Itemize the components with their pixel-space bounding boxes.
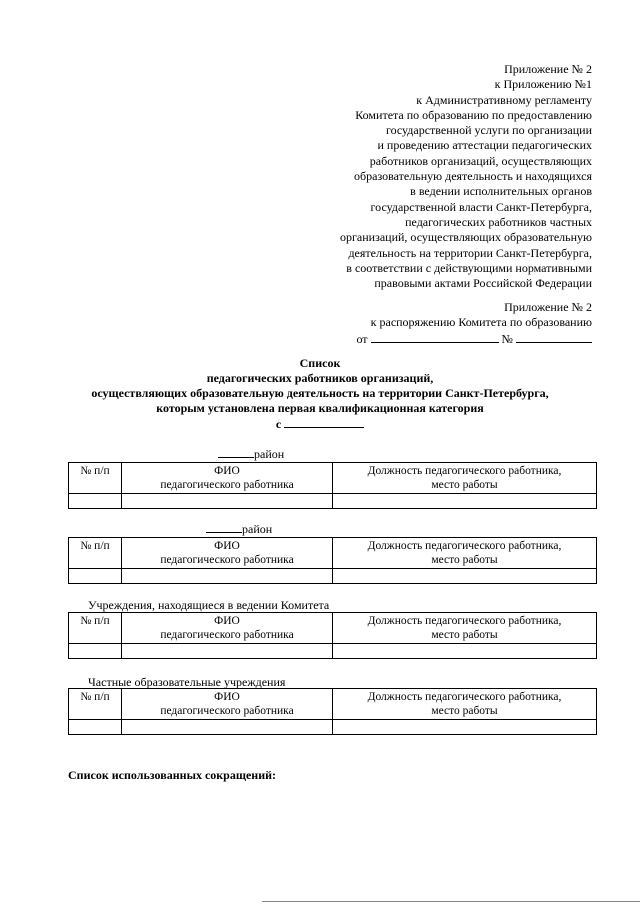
col-name-header: ФИО педагогического работника [122, 613, 333, 644]
empty-cell [122, 569, 333, 584]
table-row [69, 644, 597, 659]
from-label: от [356, 331, 368, 346]
since-label: с [275, 417, 282, 431]
table-header-row [69, 689, 597, 720]
order-title: Приложение № 2 [504, 300, 592, 314]
empty-cell [333, 494, 597, 509]
empty-cell [69, 569, 122, 584]
date-blank [371, 331, 499, 343]
col-name-header: ФИО педагогического работника [122, 538, 333, 569]
appendix-line: Приложение № 2 [504, 62, 592, 76]
empty-cell [69, 494, 122, 509]
order-header [292, 300, 592, 347]
table-district-1 [68, 462, 597, 509]
title-line: осуществляющих образовательную деятельность на территории Санкт-Петербурга, [91, 386, 549, 400]
since-date-blank [284, 416, 364, 428]
title-line: которым установлена первая квалификационная категория [156, 401, 484, 415]
appendix-line: государственной власти Санкт-Петербурга, [370, 199, 592, 214]
appendix-line: организаций, осуществляющих образовательную [339, 230, 592, 245]
appendix-line: педагогических работников частных [405, 214, 592, 229]
appendix-line: к Приложению №1 [494, 77, 592, 92]
empty-cell [122, 494, 333, 509]
district-blank [206, 522, 242, 533]
col-name-header: ФИО педагогического работника [122, 463, 333, 494]
section-label-private: Частные образовательные учреждения [88, 675, 286, 689]
appendix-line: к Административному регламенту [416, 92, 592, 107]
table-header-row [69, 613, 597, 644]
section-label-district-2 [206, 522, 272, 536]
section-label-text: район [254, 447, 285, 461]
list-title [40, 356, 600, 432]
appendix-line: и проведению аттестации педагогических [377, 138, 592, 153]
table-header-row [69, 538, 597, 569]
section-label-committee: Учреждения, находящиеся в ведении Комитета [88, 598, 330, 612]
appendix-line: в ведении исполнительных органов [410, 184, 592, 199]
table-row [69, 720, 597, 735]
col-position-header: Должность педагогического работника, место работы [333, 689, 597, 720]
appendix-header [292, 62, 592, 291]
table-private-institutions [68, 688, 597, 735]
order-date-number [292, 331, 592, 347]
table-row [69, 494, 597, 509]
empty-cell [69, 720, 122, 735]
appendix-line: в соответствии с действующими нормативными [346, 260, 592, 275]
table-district-2 [68, 537, 597, 584]
table-row [69, 569, 597, 584]
col-position-header: Должность педагогического работника, место работы [333, 538, 597, 569]
col-number-header: № п/п [69, 463, 122, 494]
page-bottom-rule [262, 901, 640, 902]
number-label: № [501, 331, 513, 346]
col-number-header: № п/п [69, 613, 122, 644]
col-position-header: Должность педагогического работника, место работы [333, 613, 597, 644]
title-line: педагогических работников организаций, [206, 371, 434, 385]
appendix-line: правовыми актами Российской Федерации [374, 276, 592, 291]
appendix-line: Комитета по образованию по предоставлению [355, 107, 592, 122]
col-name-header: ФИО педагогического работника [122, 689, 333, 720]
appendix-line: работников организаций, осуществляющих [369, 153, 592, 168]
empty-cell [69, 644, 122, 659]
order-subtitle: к распоряжению Комитета по образованию [370, 315, 592, 330]
table-committee-institutions [68, 612, 597, 659]
empty-cell [122, 644, 333, 659]
empty-cell [333, 644, 597, 659]
section-label-district-1 [218, 447, 284, 461]
empty-cell [122, 720, 333, 735]
title-line: Список [299, 356, 341, 370]
col-position-header: Должность педагогического работника, место работы [333, 463, 597, 494]
number-blank [516, 331, 592, 343]
title-date-line [40, 416, 600, 432]
section-label-text: район [242, 522, 273, 536]
abbreviations-heading: Список использованных сокращений: [68, 768, 277, 782]
empty-cell [333, 720, 597, 735]
appendix-line: государственной услуги по организации [385, 123, 592, 138]
col-number-header: № п/п [69, 538, 122, 569]
table-header-row [69, 463, 597, 494]
appendix-line: образовательную деятельность и находящихся [354, 169, 592, 184]
empty-cell [333, 569, 597, 584]
col-number-header: № п/п [69, 689, 122, 720]
district-blank [218, 447, 254, 458]
appendix-line: деятельность на территории Санкт-Петербурга, [348, 245, 592, 260]
